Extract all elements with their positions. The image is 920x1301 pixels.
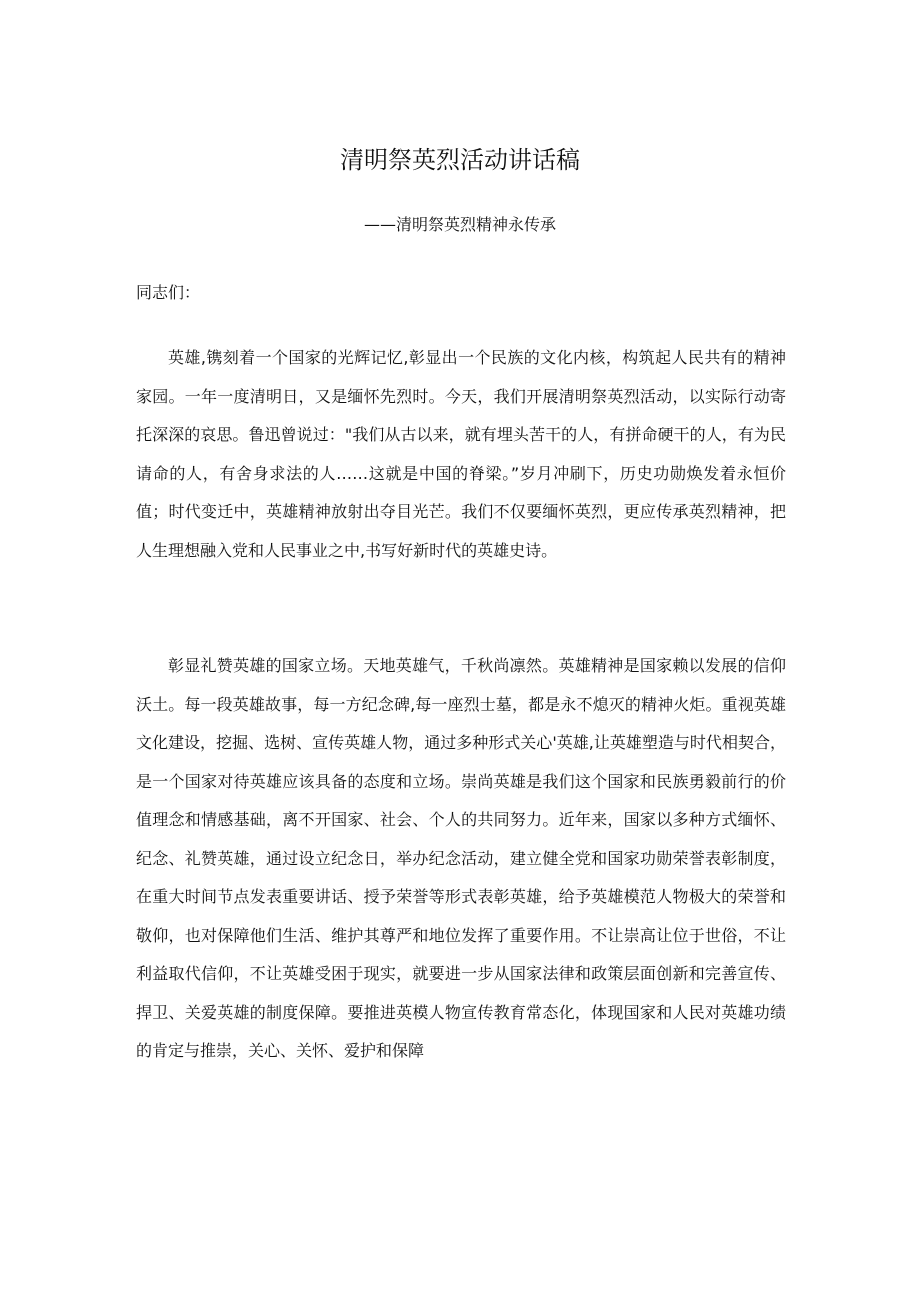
salutation: 同志们： [136, 283, 201, 302]
paragraph-1: 英雄,镌刻着一个国家的光辉记忆,彰显出一个民族的文化内核，构筑起人民共有的精神家园。一年一度清明日，又是缅怀先烈时。今天，我们开展清明祭英烈活动，以实际行动寄托深深的哀思。鲁迅曾说过："我们从古以来，就有埋头苦干的人，有拼命硬干的人，有为民请命的人，有舍身求法的人……这就是中国的脊梁。”岁月冲刷下，历史功勋焕发着永恒价值；时代变迁中，英雄精神放射出夺目光芒。我们不仅要缅怀英烈，更应传承英烈精神，把人生理想融入党和人民事业之中,书写好新时代的英雄史诗。 [136, 348, 786, 560]
paragraph-2: 彰显礼赞英雄的国家立场。天地英雄气，千秋尚凛然。英雄精神是国家赖以发展的信仰沃土。每一段英雄故事，每一方纪念碑,每一座烈士墓，都是永不熄灭的精神火炬。重视英雄文化建设，挖掘、选树、宣传英雄人物，通过多种形式关心'英雄,让英雄塑造与时代相契合，是一个国家对待英雄应该具备的态度和立场。崇尚英雄是我们这个国家和民族勇毅前行的价值理念和情感基础，离不开国家、社会、个人的共同努力。近年来，国家以多种方式缅怀、纪念、礼赞英雄，通过设立纪念日，举办纪念活动，建立健全党和国家功勋荣誉表彰制度，在重大时间节点发表重要讲话、授予荣誉等形式表彰英雄，给予英雄模范人物极大的荣誉和敬仰，也对保障他们生活、维护其尊严和地位发挥了重要作用。不让崇高让位于世俗，不让利益取代信仰，不让英雄受困于现实，就要进一步从国家法律和政策层面创新和完善宣传、捍卫、关爱英雄的制度保障。要推进英模人物宣传教育常态化，体现国家和人民对英雄功绩的肯定与推崇，关心、关怀、爱护和保障 [136, 656, 786, 1060]
document-title: 清明祭英烈活动讲话稿 [340, 146, 580, 174]
document-subtitle: ——清明祭英烈精神永传承 [363, 215, 556, 234]
